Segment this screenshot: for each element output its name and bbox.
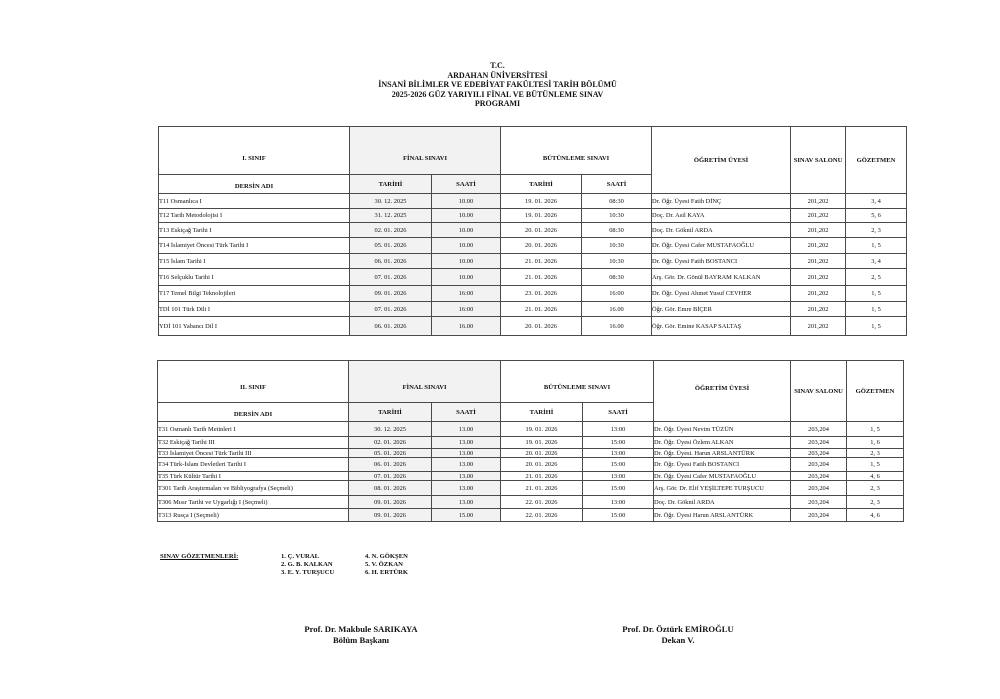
makeup-date-header: TARİHİ: [501, 403, 583, 422]
table-row: [159, 223, 907, 238]
title-line-term: 2025-2026 GÜZ YARIYILI FİNAL VE BÜTÜNLEME SINAV: [391, 89, 604, 99]
proctor-cell: 2, 3: [847, 496, 904, 509]
course-name-cell: T33 İslamiyet Öncesi Türk Tarihi III: [158, 449, 349, 458]
proctor-cell: 1, 6: [847, 437, 904, 449]
instructor-cell: Dr. Öğr. Üyesi Harun ARSLANTÜRK: [654, 509, 791, 522]
final-time-cell: 10.00: [432, 209, 501, 223]
table-body: [159, 194, 907, 336]
table-row: [159, 209, 907, 223]
final-date-header: TARİHİ: [350, 175, 432, 194]
instructor-cell: Dr. Öğr. Üyesi Fatih BOSTANCI: [654, 458, 791, 472]
makeup-date-cell: 21. 01. 2026: [501, 269, 582, 286]
makeup-date-cell: 22. 01. 2026: [501, 496, 583, 509]
makeup-date-cell: 19. 01. 2026: [501, 422, 583, 437]
table-row: [158, 437, 904, 449]
signature-name: Prof. Dr. Öztürk EMİROĞLU: [622, 624, 734, 634]
proctor-item: 1. Ç. VURAL: [281, 553, 319, 560]
makeup-time-cell: 08:30: [582, 223, 652, 238]
proctor-cell: 1, 5: [847, 458, 904, 472]
course-name-cell: T301 Tarih Araştırmaları ve Bibliyografya (Seçmeli): [158, 481, 349, 496]
table-row: [159, 286, 907, 302]
makeup-date-cell: 19. 01. 2026: [501, 194, 582, 209]
proctor-cell: 1, 5: [847, 422, 904, 437]
proctor-item: 5. V. ÖZKAN: [365, 561, 403, 568]
final-date-cell: 07. 01. 2026: [350, 302, 432, 317]
proctor-header: GÖZETMEN: [846, 127, 907, 194]
proctor-item: 3. E. Y. TURŞUCU: [281, 569, 335, 576]
makeup-time-header: SAATİ: [583, 403, 654, 422]
table-row: [158, 481, 904, 496]
makeup-time-cell: 16.00: [582, 302, 652, 317]
exam-schedule-table-class-1: [158, 126, 907, 336]
instructor-cell: Dr. Öğr. Üyesi Nevim TÜZÜN: [654, 422, 791, 437]
final-date-cell: 09. 01. 2026: [349, 496, 432, 509]
makeup-date-cell: 21. 01. 2026: [501, 481, 583, 496]
final-date-cell: 06. 01. 2026: [350, 254, 432, 269]
course-name-cell: T17 Temel Bilgi Teknolojileri: [159, 286, 350, 302]
final-time-cell: 16.00: [432, 317, 501, 336]
final-date-cell: 30. 12. 2025: [349, 422, 432, 437]
room-cell: 203,204: [791, 509, 847, 522]
makeup-time-cell: 08:30: [582, 269, 652, 286]
proctor-cell: 1, 5: [846, 286, 907, 302]
table-body: [158, 422, 904, 522]
final-date-header: TARİHİ: [349, 403, 432, 422]
signature-title: Bölüm Başkanı: [332, 635, 390, 645]
final-date-cell: 06. 01. 2026: [349, 458, 432, 472]
final-date-cell: 06. 01. 2026: [350, 317, 432, 336]
makeup-date-cell: 19. 01. 2026: [501, 437, 583, 449]
course-name-cell: T11 Osmanlıca I: [159, 194, 350, 209]
final-time-cell: 10.00: [432, 238, 501, 254]
course-name-cell: T313 Rusça I (Seçmeli): [158, 509, 349, 522]
proctors-list-2: [365, 553, 408, 577]
instructor-header: ÖĞRETİM ÜYESİ: [652, 127, 791, 194]
proctor-header: GÖZETMEN: [847, 361, 904, 422]
signature-department-head: [251, 624, 471, 646]
final-date-cell: 30. 12. 2025: [350, 194, 432, 209]
table-row: [159, 254, 907, 269]
proctor-cell: 3, 4: [846, 194, 907, 209]
course-name-cell: T12 Tarih Metodolojisi I: [159, 209, 350, 223]
instructor-cell: Dr. Öğr. Üyesi. Harun ARSLANTÜRK: [654, 449, 791, 458]
course-name-cell: T14 İslamiyet Öncesi Türk Tarihi I: [159, 238, 350, 254]
final-time-header: SAATİ: [432, 403, 501, 422]
title-line-university: ARDAHAN ÜNİVERSİTESİ: [447, 70, 548, 80]
course-name-cell: YDİ 101 Yabancı Dil I: [159, 317, 350, 336]
instructor-cell: Dr. Öğr. Üyesi Cafer MUSTAFAOĞLU: [654, 472, 791, 481]
final-date-cell: 09. 01. 2026: [349, 509, 432, 522]
makeup-date-cell: 21. 01. 2026: [501, 472, 583, 481]
instructor-cell: Doç. Dr. Göknil ARDA: [652, 223, 791, 238]
exam-schedule-table-class-2: [157, 360, 904, 522]
makeup-exam-header: BÜTÜNLEME SINAVI: [501, 361, 654, 403]
proctor-cell: 1, 5: [846, 317, 907, 336]
instructor-cell: Doç. Dr. Göknil ARDA: [654, 496, 791, 509]
makeup-date-cell: 20. 01. 2026: [501, 449, 583, 458]
room-cell: 203,204: [791, 496, 847, 509]
document-title: [0, 61, 995, 109]
final-date-cell: 31. 12. 2025: [350, 209, 432, 223]
room-cell: 201,202: [791, 223, 846, 238]
instructor-cell: Öğr. Gör. Emine KASAP SALTAŞ: [652, 317, 791, 336]
makeup-time-cell: 15:00: [583, 481, 654, 496]
instructor-cell: Dr. Öğr. Üyesi Özlem ALKAN: [654, 437, 791, 449]
final-time-cell: 10.00: [432, 223, 501, 238]
makeup-time-cell: 15:00: [583, 509, 654, 522]
final-date-cell: 07. 01. 2026: [349, 472, 432, 481]
table-row: [158, 449, 904, 458]
room-cell: 203,204: [791, 458, 847, 472]
makeup-date-header: TARİHİ: [501, 175, 582, 194]
final-time-cell: 16:00: [432, 302, 501, 317]
final-time-cell: 16:00: [432, 286, 501, 302]
room-cell: 201,202: [791, 194, 846, 209]
instructor-cell: Dr. Öğr. Üyesi Fatih BOSTANCI: [652, 254, 791, 269]
table-row: [159, 269, 907, 286]
makeup-date-cell: 20. 01. 2026: [501, 223, 582, 238]
instructor-cell: Öğr. Gör. Emre BİÇER: [652, 302, 791, 317]
final-time-cell: 15.00: [432, 509, 501, 522]
final-time-cell: 13.00: [432, 422, 501, 437]
final-time-cell: 13.00: [432, 496, 501, 509]
makeup-time-cell: 13:00: [583, 422, 654, 437]
table-row: [158, 496, 904, 509]
makeup-time-cell: 13:00: [583, 472, 654, 481]
title-line-faculty: İNSANİ BİLİMLER VE EDEBİYAT FAKÜLTESİ TARİH BÖLÜMÜ: [378, 80, 617, 90]
proctor-item: 2. G. B. KALKAN: [281, 561, 333, 568]
course-name-cell: T13 Eskiçağ Tarihi I: [159, 223, 350, 238]
room-header: SINAV SALONU: [791, 361, 847, 422]
final-date-cell: 02. 01. 2026: [349, 437, 432, 449]
title-line-program: PROGRAMI: [474, 99, 521, 109]
proctors-list-1: [281, 553, 334, 577]
table-row: [158, 422, 904, 437]
final-time-cell: 10.00: [432, 269, 501, 286]
proctor-cell: 1, 5: [846, 302, 907, 317]
final-time-cell: 13.00: [432, 458, 501, 472]
makeup-time-cell: 13:00: [583, 449, 654, 458]
signature-title: Dekan V.: [661, 635, 695, 645]
course-name-cell: T15 İslam Tarihi I: [159, 254, 350, 269]
instructor-cell: Arş. Gör. Dr. Elif YEŞİLTEPE TURŞUCU: [654, 481, 791, 496]
final-date-cell: 09. 01. 2026: [350, 286, 432, 302]
makeup-exam-header: BÜTÜNLEME SINAVI: [501, 127, 652, 175]
makeup-date-cell: 20. 01. 2026: [501, 317, 582, 336]
proctors-label: SINAV GÖZETMENLERİ:: [160, 553, 239, 560]
makeup-date-cell: 23. 01. 2026: [501, 286, 582, 302]
course-name-cell: T16 Selçuklu Tarihi I: [159, 269, 350, 286]
room-cell: 201,202: [791, 254, 846, 269]
room-cell: 201,202: [791, 317, 846, 336]
title-line-tc: T.C.: [490, 61, 505, 70]
proctor-cell: 2, 3: [847, 481, 904, 496]
makeup-time-cell: 16.00: [582, 317, 652, 336]
room-header: SINAV SALONU: [791, 127, 846, 194]
proctor-cell: 2, 3: [846, 223, 907, 238]
instructor-cell: Doç. Dr. Asil KAYA: [652, 209, 791, 223]
instructor-header: ÖĞRETİM ÜYESİ: [654, 361, 791, 422]
room-cell: 201,202: [791, 238, 846, 254]
proctor-cell: 1, 5: [846, 238, 907, 254]
room-cell: 201,202: [791, 286, 846, 302]
room-cell: 203,204: [791, 422, 847, 437]
final-date-cell: 08. 01. 2026: [349, 481, 432, 496]
makeup-date-cell: 20. 01. 2026: [501, 238, 582, 254]
makeup-time-header: SAATİ: [582, 175, 652, 194]
final-exam-header: FİNAL SINAVI: [350, 127, 501, 175]
signature-dean: [568, 624, 788, 646]
proctor-cell: 3, 4: [846, 254, 907, 269]
final-time-cell: 10.00: [432, 254, 501, 269]
makeup-time-cell: 10:30: [582, 238, 652, 254]
room-cell: 201,202: [791, 302, 846, 317]
table-row: [158, 509, 904, 522]
final-time-cell: 13.00: [432, 472, 501, 481]
course-name-cell: TDİ 101 Türk Dili I: [159, 302, 350, 317]
room-cell: 203,204: [791, 449, 847, 458]
makeup-time-cell: 13:00: [583, 496, 654, 509]
table-row: [159, 302, 907, 317]
room-cell: 203,204: [791, 437, 847, 449]
makeup-date-cell: 20. 01. 2026: [501, 458, 583, 472]
table-row: [159, 194, 907, 209]
final-date-cell: 05. 01. 2026: [350, 238, 432, 254]
final-date-cell: 02. 01. 2026: [350, 223, 432, 238]
instructor-cell: Dr. Öğr. Üyesi Ahmet Yusuf CEVHER: [652, 286, 791, 302]
makeup-time-cell: 15:00: [583, 437, 654, 449]
instructor-cell: Dr. Öğr. Üyesi Fatih DİNÇ: [652, 194, 791, 209]
proctor-cell: 5, 6: [846, 209, 907, 223]
final-time-header: SAATİ: [432, 175, 501, 194]
proctor-cell: 4, 6: [847, 472, 904, 481]
table-row: [159, 317, 907, 336]
proctor-cell: 2, 3: [847, 449, 904, 458]
final-date-cell: 05. 01. 2026: [349, 449, 432, 458]
makeup-date-cell: 21. 01. 2026: [501, 302, 582, 317]
class-label-header: I. SINIF: [159, 127, 350, 175]
final-time-cell: 13.00: [432, 437, 501, 449]
room-cell: 203,204: [791, 481, 847, 496]
table-row: [158, 458, 904, 472]
makeup-time-cell: 08:30: [582, 194, 652, 209]
makeup-time-cell: 16:00: [582, 286, 652, 302]
signature-name: Prof. Dr. Makbule SARIKAYA: [304, 624, 418, 634]
makeup-date-cell: 19. 01. 2026: [501, 209, 582, 223]
makeup-date-cell: 21. 01. 2026: [501, 254, 582, 269]
instructor-cell: Dr. Öğr. Üyesi Cafer MUSTAFAOĞLU: [652, 238, 791, 254]
table-row: [158, 472, 904, 481]
makeup-time-cell: 15:00: [583, 458, 654, 472]
course-name-cell: T35 Türk Kültür Tarihi I: [158, 472, 349, 481]
final-date-cell: 07. 01. 2026: [350, 269, 432, 286]
final-time-cell: 13.00: [432, 449, 501, 458]
course-name-header: DERSİN ADI: [159, 175, 350, 194]
proctor-cell: 4, 6: [847, 509, 904, 522]
final-time-cell: 10.00: [432, 194, 501, 209]
room-cell: 203,204: [791, 472, 847, 481]
proctor-item: 4. N. GÖKŞEN: [365, 553, 408, 560]
course-name-cell: T32 Eskiçağ Tarihi III: [158, 437, 349, 449]
room-cell: 201,202: [791, 269, 846, 286]
makeup-time-cell: 10:30: [582, 254, 652, 269]
makeup-time-cell: 10:30: [582, 209, 652, 223]
makeup-date-cell: 22. 01. 2026: [501, 509, 583, 522]
final-exam-header: FİNAL SINAVI: [349, 361, 501, 403]
course-name-cell: T34 Türk-İslam Devletleri Tarihi I: [158, 458, 349, 472]
instructor-cell: Arş. Gör. Dr. Gönül BAYRAM KALKAN: [652, 269, 791, 286]
course-name-cell: T31 Osmanlı Tarih Metinleri I: [158, 422, 349, 437]
course-name-header: DERSİN ADI: [158, 403, 349, 422]
course-name-cell: T306 Mısır Tarihi ve Uygarlığı I (Seçmeli): [158, 496, 349, 509]
final-time-cell: 13.00: [432, 481, 501, 496]
proctor-cell: 2, 5: [846, 269, 907, 286]
room-cell: 201,202: [791, 209, 846, 223]
class-label-header: II. SINIF: [158, 361, 349, 403]
proctor-item: 6. H. ERTÜRK: [365, 569, 408, 576]
table-row: [159, 238, 907, 254]
